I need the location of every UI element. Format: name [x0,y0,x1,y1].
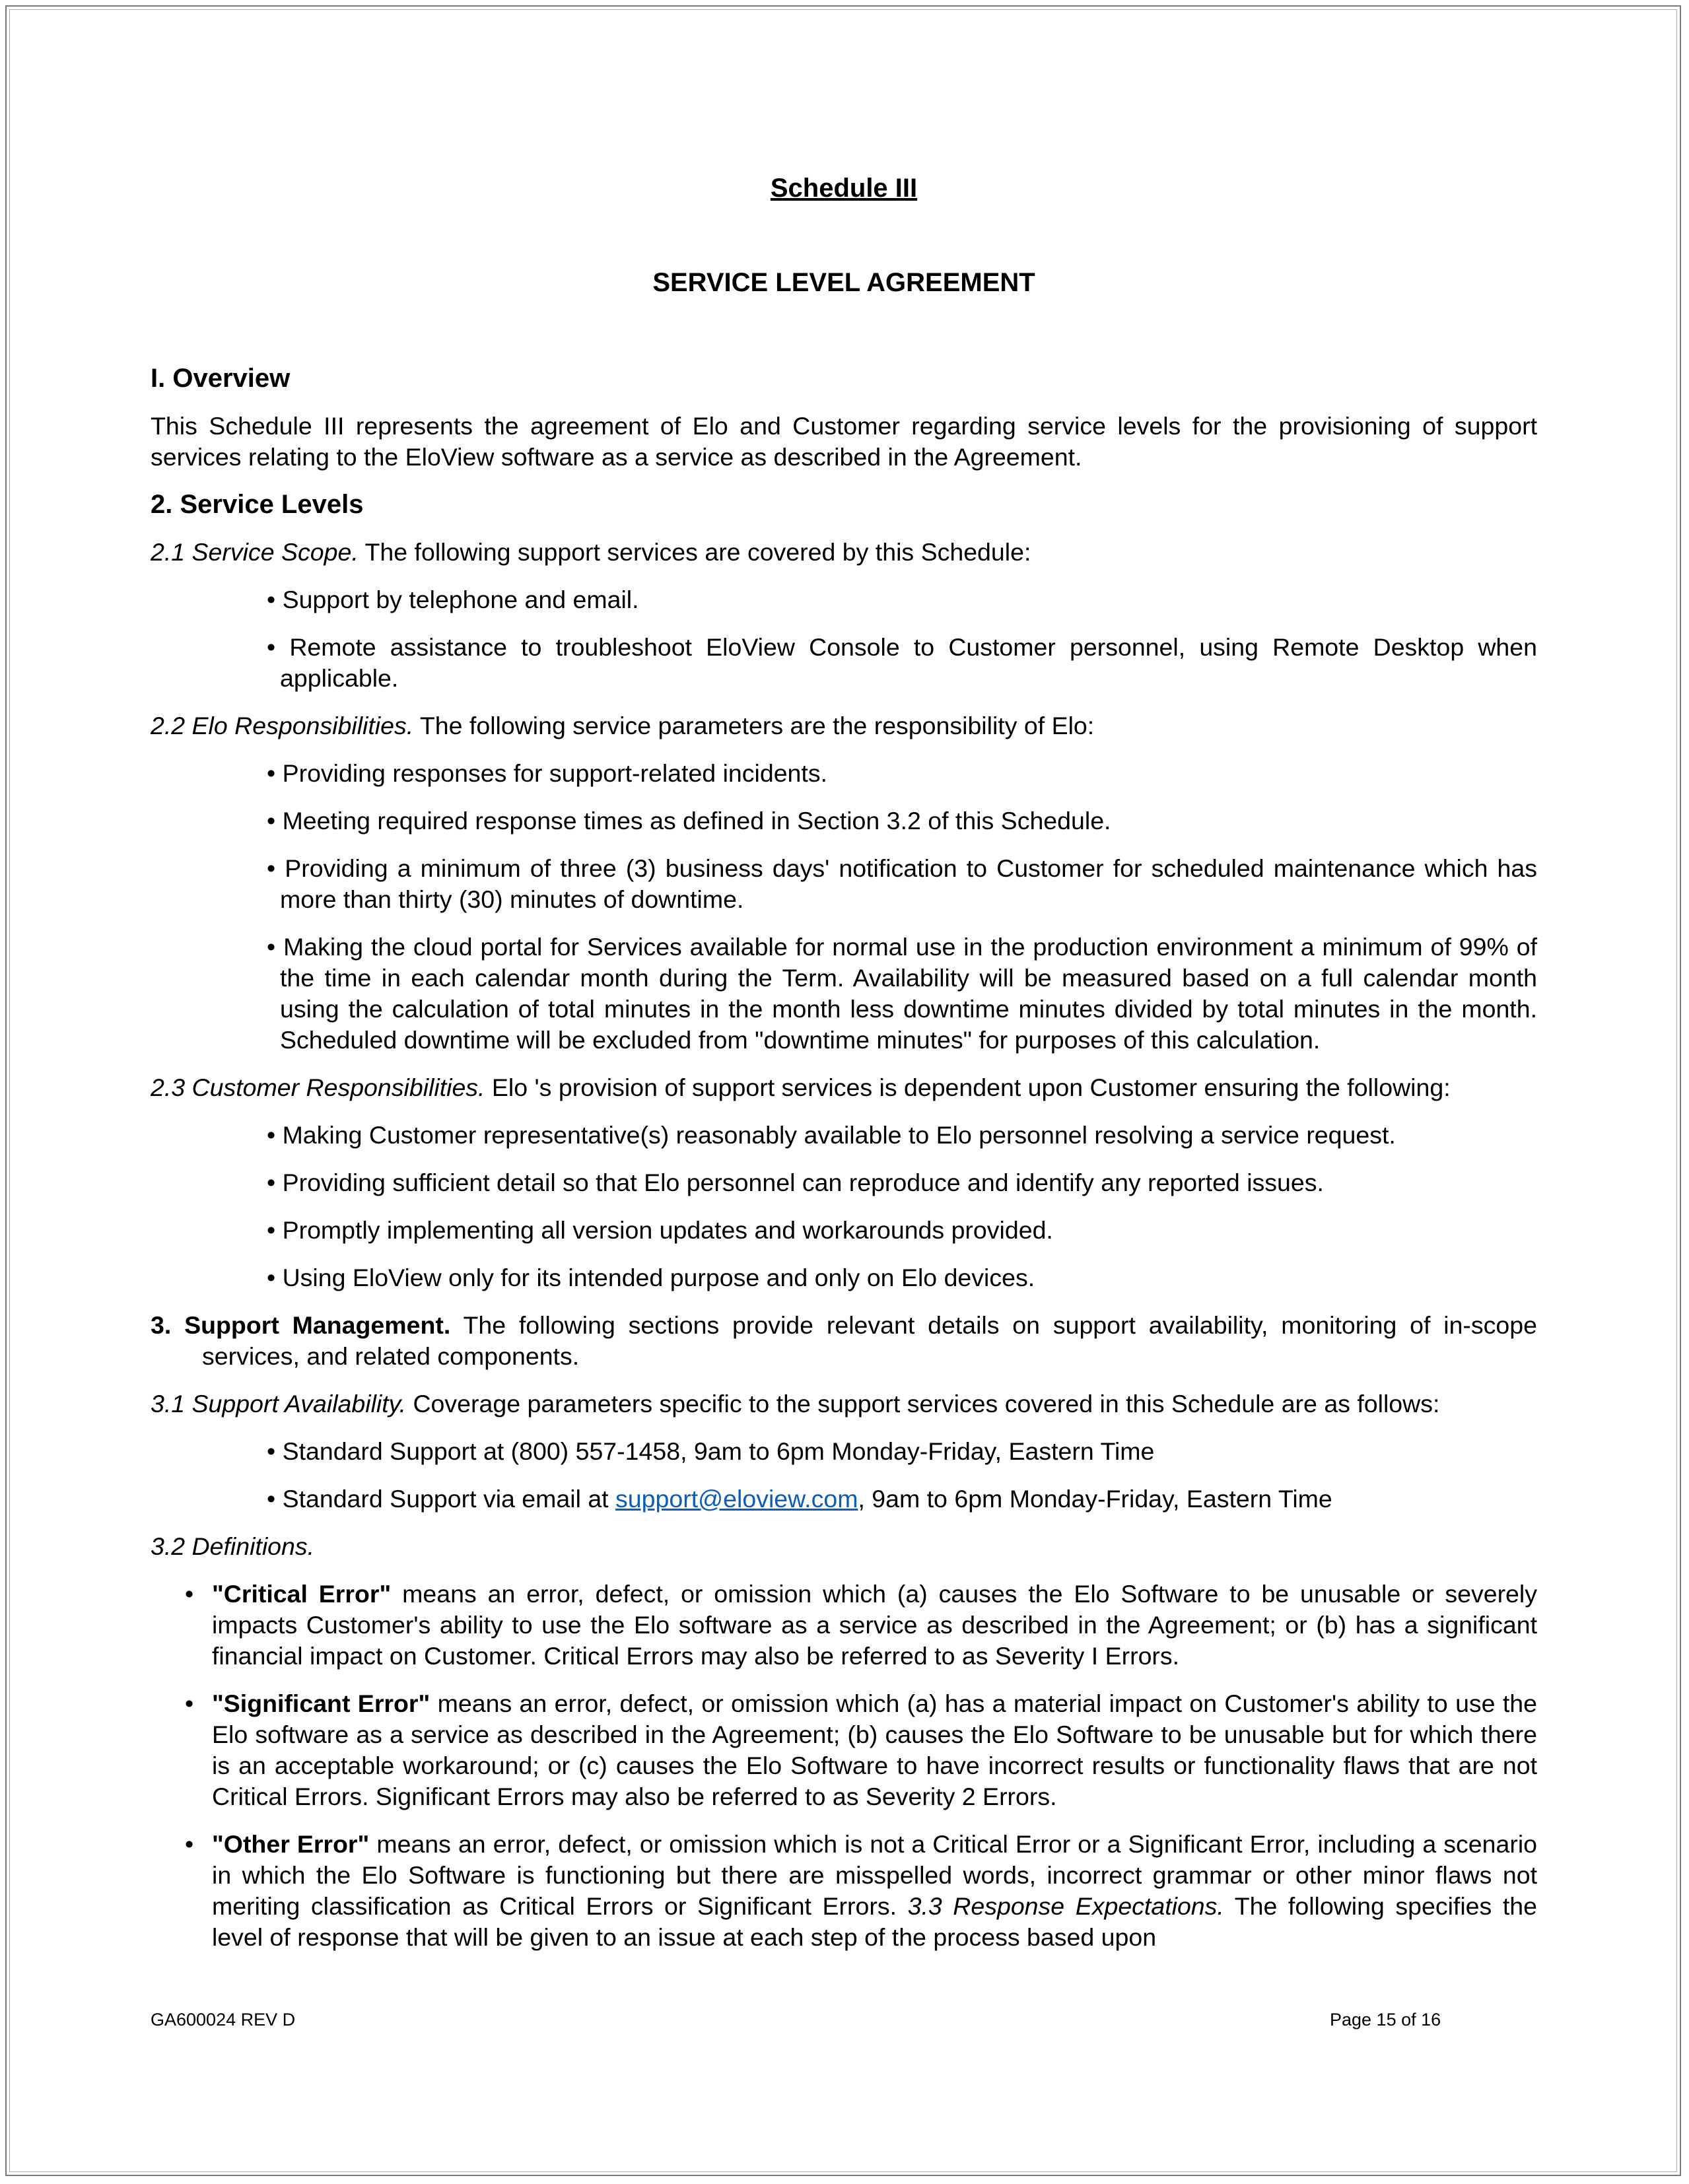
list-item-text: Support by telephone and email. [282,586,639,613]
list-item: • Remote assistance to troubleshoot EloView Console to Customer personnel, using Remote Desktop when applicable. [267,633,1537,692]
list-item-text: Providing a minimum of three (3) business days' notification to Customer for scheduled maintenance which has more than thirty (30) minutes of downtime. [280,854,1537,913]
definition-text: means an error, defect, or omission which is not a Critical Error or a Significant Error, including a scenario in which the Elo Software is functioning but there are misspelled words, incorrect grammar or other minor flaws not meriting classification as Critical Errors or Significant Errors. [212,1830,1538,1920]
list-item: • Support by telephone and email. [267,586,639,613]
definition-item [151,1829,1537,1953]
customer-responsibilities-text: Elo 's provision of support services is dependent upon Customer ensuring the following: [491,1074,1451,1101]
definition-text: means an error, defect, or omission which (a) has a material impact on Customer's ability to use the Elo software as a service as described in the Agreement; (b) causes the Elo Software to be unusable but for which there is an acceptable workaround; or (c) causes the Elo Software to have incorrect results or functionality flaws that are not Critical Errors. Significant Errors may also be referred to as Severity 2 Errors. [212,1689,1538,1810]
definitions-title: 3.2 Definitions. [151,1532,315,1560]
phone-support-line: Standard Support at (800) 557-1458, 9am to 6pm Monday-Friday, Eastern Time [282,1437,1155,1465]
list-item-text: Providing sufficient detail so that Elo personnel can reproduce and identify any reported issues. [282,1169,1324,1196]
customer-responsibilities-title: 2.3 Customer Responsibilities. [151,1074,485,1101]
service-scope-paragraph [151,537,1537,568]
service-levels-heading: 2. Service Levels [151,490,364,519]
definition-item [151,1688,1537,1812]
list-item: • Standard Support via email at support@eloview.com, 9am to 6pm Monday-Friday, Eastern Time [267,1485,1332,1513]
list-item-text: Making Customer representative(s) reasonably available to Elo personnel resolving a service request. [282,1121,1396,1149]
list-item-text: Using EloView only for its intended purpose and only on Elo devices. [282,1264,1035,1291]
definition-item [151,1579,1537,1672]
list-item-text: Making the cloud portal for Services available for normal use in the production environment a minimum of 99% of the time in each calendar month during the Term. Availability will be measured based on a full calendar month using the calculation of total minutes in the month less downtime minutes divided by total minutes in the month. Scheduled downtime will be excluded from "downtime minutes" for purposes of this calculation. [280,933,1537,1054]
overview-text: This Schedule III represents the agreement of Elo and Customer regarding service levels for the provisioning of support services relating to the EloView software as a service as described in the Agreement. [151,412,1537,471]
support-email-link[interactable]: support@eloview.com [615,1485,858,1513]
list-item: • Making Customer representative(s) reasonably available to Elo personnel resolving a service request. [267,1121,1396,1149]
service-scope-title: 2.1 Service Scope. [151,538,359,566]
bullet-dot: • [185,1580,194,1608]
list-item: • Making the cloud portal for Services available for normal use in the production environment a minimum of 99% of the time in each calendar month during the Term. Availability will be measured based on a full calendar month using the calculation of total minutes in the month less downtime minutes divided by total minutes in the month. Scheduled downtime will be excluded from "downtime minutes" for purposes of this calculation. [267,933,1537,1054]
service-scope-text: The following support services are covered by this Schedule: [364,538,1031,566]
email-support-suffix: , 9am to 6pm Monday-Friday, Eastern Time [858,1485,1332,1513]
list-item-text: Meeting required response times as defined in Section 3.2 of this Schedule. [282,807,1111,835]
definition-term: "Significant Error" [212,1689,431,1717]
support-management-text: The following sections provide relevant details on support availability, monitoring of in-scope services, and related components. [202,1311,1537,1370]
elo-responsibilities-paragraph [151,710,1537,741]
definitions-paragraph [151,1531,1537,1562]
list-item-text: Providing responses for support-related incidents. [282,759,828,787]
list-item-text: Remote assistance to troubleshoot EloView Console to Customer personnel, using Remote Desktop when applicable. [280,633,1537,692]
definition-term: "Other Error" [212,1830,370,1858]
list-item: • Providing responses for support-related incidents. [267,759,828,787]
elo-responsibilities-title: 2.2 Elo Responsibilities. [151,712,414,739]
customer-responsibilities-paragraph [151,1072,1537,1103]
email-support-prefix: Standard Support via email at [282,1485,609,1513]
footer-doc-id: GA600024 REV D [151,2010,296,2030]
list-item: • Meeting required response times as defined in Section 3.2 of this Schedule. [267,807,1111,835]
response-expectations-title: 3.3 Response Expectations. [907,1892,1224,1920]
response-expectations-text: The following specifies the level of response that will be given to an issue at each step of the process based upon [212,1892,1537,1951]
support-availability-text: Coverage parameters specific to the support services covered in this Schedule are as follows: [413,1390,1440,1417]
list-item: • Promptly implementing all version updates and workarounds provided. [267,1216,1053,1244]
document-body [151,363,1537,1969]
support-availability-paragraph [151,1388,1537,1419]
list-item: • Standard Support at (800) 557-1458, 9am to 6pm Monday-Friday, Eastern Time [267,1437,1155,1465]
definition-term: "Critical Error" [212,1580,392,1608]
list-item-text: Promptly implementing all version updates and workarounds provided. [282,1216,1053,1244]
bullet-dot: • [185,1689,194,1717]
footer-page-number: Page 15 of 16 [1330,2010,1441,2030]
overview-heading: I. Overview [151,364,291,393]
definition-text: means an error, defect, or omission which (a) causes the Elo Software to be unusable or severely impacts Customer's ability to use the Elo software as a service as described in the Agreement; or (b) has a significant financial impact on Customer. Critical Errors may also be referred to as Severity I Errors. [212,1580,1537,1670]
elo-responsibilities-text: The following service parameters are the responsibility of Elo: [419,712,1095,739]
support-management-paragraph [151,1310,1537,1372]
support-availability-title: 3.1 Support Availability. [151,1390,407,1417]
list-item: • Using EloView only for its intended purpose and only on Elo devices. [267,1264,1035,1291]
support-management-heading: 3. Support Management. [151,1311,451,1339]
list-item: • Providing sufficient detail so that Elo personnel can reproduce and identify any reported issues. [267,1169,1324,1196]
list-item: • Providing a minimum of three (3) business days' notification to Customer for scheduled maintenance which has more than thirty (30) minutes of downtime. [267,854,1537,913]
bullet-dot: • [185,1830,194,1858]
schedule-title: Schedule III [770,174,918,203]
agreement-title: SERVICE LEVEL AGREEMENT [652,268,1035,297]
